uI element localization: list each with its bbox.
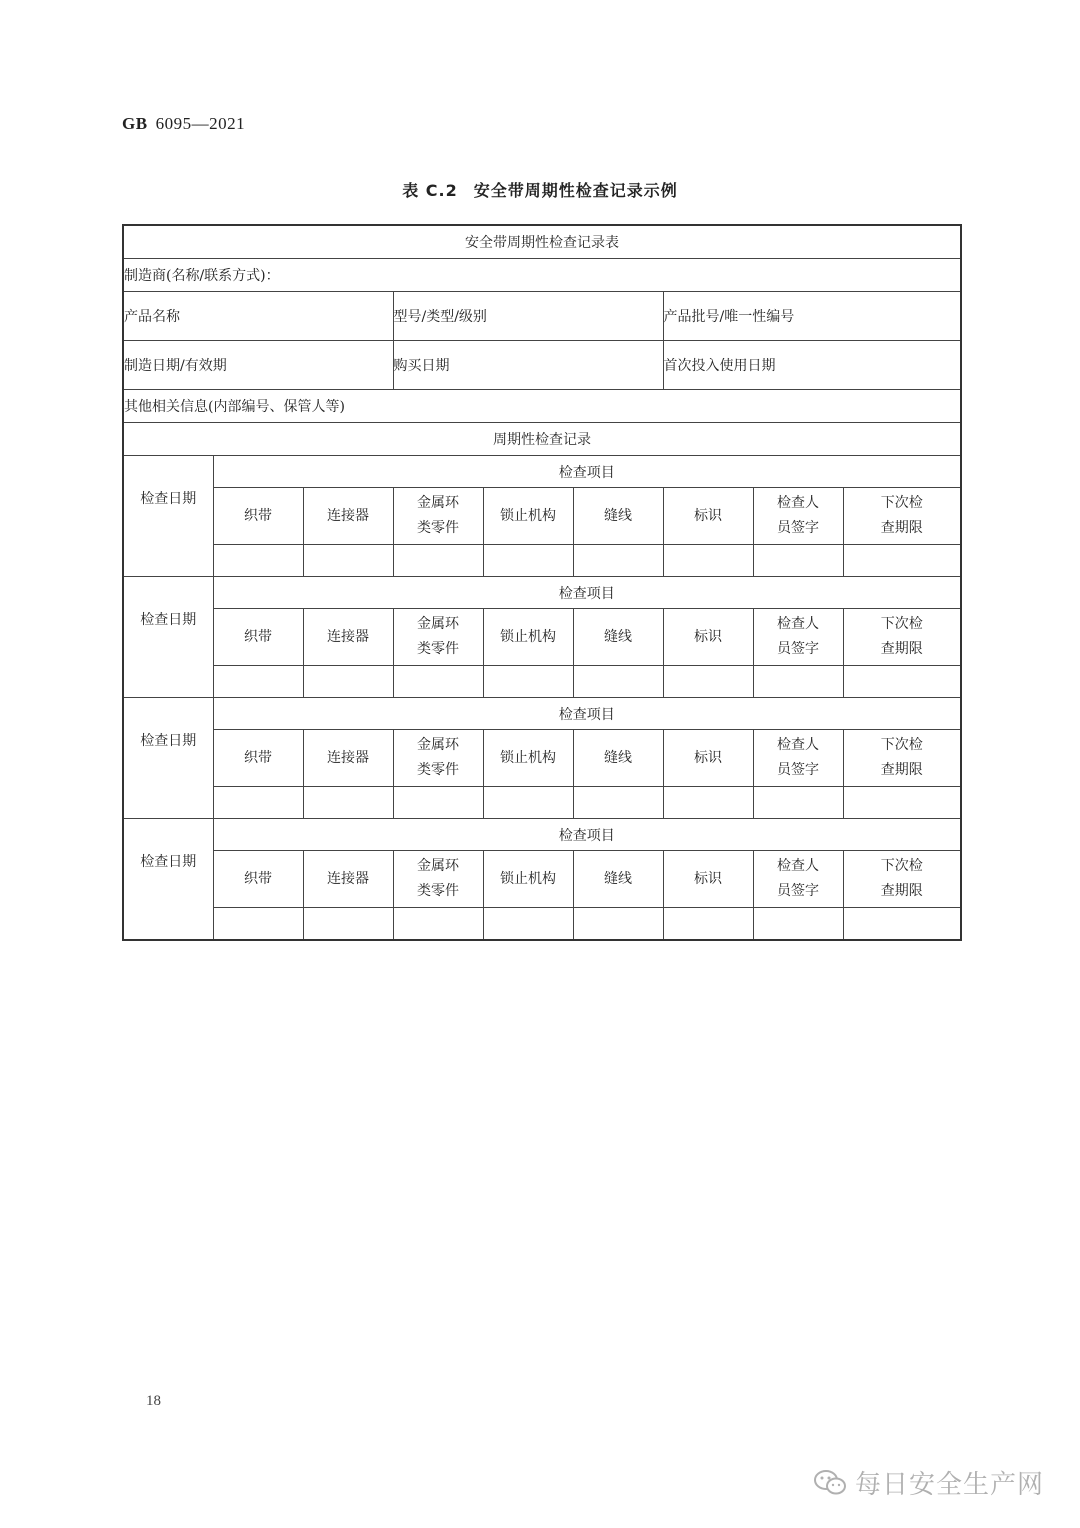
inspection-column-header: 标识: [663, 609, 753, 666]
inspection-column-header: 检查人 员签字: [753, 851, 843, 908]
inspection-date-label: 检查日期: [123, 577, 213, 698]
inspection-date-label: 检查日期: [123, 819, 213, 941]
inspection-entry-cell[interactable]: [303, 545, 393, 577]
inspection-entry-cell[interactable]: [663, 908, 753, 941]
inspection-column-header: 连接器: [303, 609, 393, 666]
inspection-column-header: 连接器: [303, 488, 393, 545]
inspection-entry-cell[interactable]: [663, 666, 753, 698]
inspection-column-header: 金属环 类零件: [393, 851, 483, 908]
periodic-section-title: 周期性检查记录: [123, 423, 961, 456]
inspection-column-header: 缝线: [573, 488, 663, 545]
table-caption: [0, 178, 1080, 201]
inspection-date-label: 检查日期: [123, 456, 213, 577]
inspection-column-header: 织带: [213, 730, 303, 787]
inspection-entry-cell[interactable]: [303, 908, 393, 941]
inspection-column-header: 连接器: [303, 730, 393, 787]
inspection-entry-cell[interactable]: [843, 787, 961, 819]
inspection-column-header: 金属环 类零件: [393, 488, 483, 545]
inspection-entry-cell[interactable]: [483, 908, 573, 941]
inspection-column-header: 连接器: [303, 851, 393, 908]
product-name-field[interactable]: 产品名称: [123, 292, 393, 341]
inspection-entry-cell[interactable]: [843, 908, 961, 941]
inspection-entry-cell[interactable]: [483, 666, 573, 698]
inspection-entry-cell[interactable]: [753, 666, 843, 698]
mfg-date-validity-field[interactable]: 制造日期/有效期: [123, 341, 393, 390]
inspection-entry-cell[interactable]: [753, 787, 843, 819]
inspection-entry-cell[interactable]: [213, 787, 303, 819]
inspection-entry-cell[interactable]: [753, 908, 843, 941]
page-number: 18: [146, 1393, 161, 1409]
inspection-entry-cell[interactable]: [213, 545, 303, 577]
inspection-column-header: 织带: [213, 488, 303, 545]
inspection-column-header: 缝线: [573, 730, 663, 787]
inspection-column-header: 检查人 员签字: [753, 488, 843, 545]
inspection-items-header: 检查项目: [213, 456, 961, 488]
standard-code: [122, 114, 245, 134]
purchase-date-field[interactable]: 购买日期: [393, 341, 663, 390]
inspection-entry-cell[interactable]: [393, 908, 483, 941]
inspection-entry-cell[interactable]: [843, 666, 961, 698]
inspection-entry-cell[interactable]: [843, 545, 961, 577]
inspection-entry-cell[interactable]: [213, 666, 303, 698]
inspection-entry-cell[interactable]: [573, 666, 663, 698]
standard-number: 6095—2021: [155, 114, 246, 133]
inspection-column-header: 缝线: [573, 609, 663, 666]
inspection-entry-cell[interactable]: [573, 545, 663, 577]
inspection-column-header: 下次检 查期限: [843, 488, 961, 545]
other-info-field[interactable]: 其他相关信息(内部编号、保管人等): [123, 390, 961, 423]
inspection-column-header: 缝线: [573, 851, 663, 908]
inspection-entry-cell[interactable]: [753, 545, 843, 577]
inspection-column-header: 织带: [213, 851, 303, 908]
inspection-entry-cell[interactable]: [303, 787, 393, 819]
inspection-column-header: 标识: [663, 730, 753, 787]
batch-id-field[interactable]: 产品批号/唯一性编号: [663, 292, 961, 341]
inspection-column-header: 金属环 类零件: [393, 730, 483, 787]
table-title: 安全带周期性检查记录表: [123, 225, 961, 259]
inspection-column-header: 锁止机构: [483, 730, 573, 787]
inspection-column-header: 锁止机构: [483, 851, 573, 908]
inspection-column-header: 金属环 类零件: [393, 609, 483, 666]
inspection-entry-cell[interactable]: [393, 787, 483, 819]
inspection-column-header: 检查人 员签字: [753, 730, 843, 787]
inspection-entry-cell[interactable]: [483, 545, 573, 577]
inspection-entry-cell[interactable]: [573, 908, 663, 941]
first-use-date-field[interactable]: 首次投入使用日期: [663, 341, 961, 390]
wechat-icon: [813, 1468, 847, 1498]
inspection-entry-cell[interactable]: [483, 787, 573, 819]
inspection-column-header: 检查人 员签字: [753, 609, 843, 666]
inspection-column-header: 标识: [663, 851, 753, 908]
inspection-entry-cell[interactable]: [573, 787, 663, 819]
inspection-items-header: 检查项目: [213, 819, 961, 851]
inspection-column-header: 下次检 查期限: [843, 851, 961, 908]
inspection-entry-cell[interactable]: [393, 666, 483, 698]
inspection-entry-cell[interactable]: [303, 666, 393, 698]
caption-title: 安全带周期性检查记录示例: [473, 181, 678, 200]
inspection-date-label: 检查日期: [123, 698, 213, 819]
inspection-record-table: [122, 224, 962, 941]
watermark: [813, 1464, 1044, 1501]
inspection-items-header: 检查项目: [213, 698, 961, 730]
inspection-entry-cell[interactable]: [213, 908, 303, 941]
inspection-column-header: 锁止机构: [483, 609, 573, 666]
inspection-entry-cell[interactable]: [393, 545, 483, 577]
inspection-entry-cell[interactable]: [663, 787, 753, 819]
inspection-column-header: 下次检 查期限: [843, 609, 961, 666]
model-type-level-field[interactable]: 型号/类型/级别: [393, 292, 663, 341]
inspection-column-header: 标识: [663, 488, 753, 545]
manufacturer-field[interactable]: 制造商(名称/联系方式)：: [123, 259, 961, 292]
inspection-column-header: 锁止机构: [483, 488, 573, 545]
standard-prefix: GB: [122, 114, 148, 133]
caption-number: 表 C.2: [402, 181, 458, 200]
inspection-column-header: 织带: [213, 609, 303, 666]
inspection-column-header: 下次检 查期限: [843, 730, 961, 787]
inspection-items-header: 检查项目: [213, 577, 961, 609]
inspection-entry-cell[interactable]: [663, 545, 753, 577]
watermark-text: 每日安全生产网: [854, 1470, 1044, 1500]
